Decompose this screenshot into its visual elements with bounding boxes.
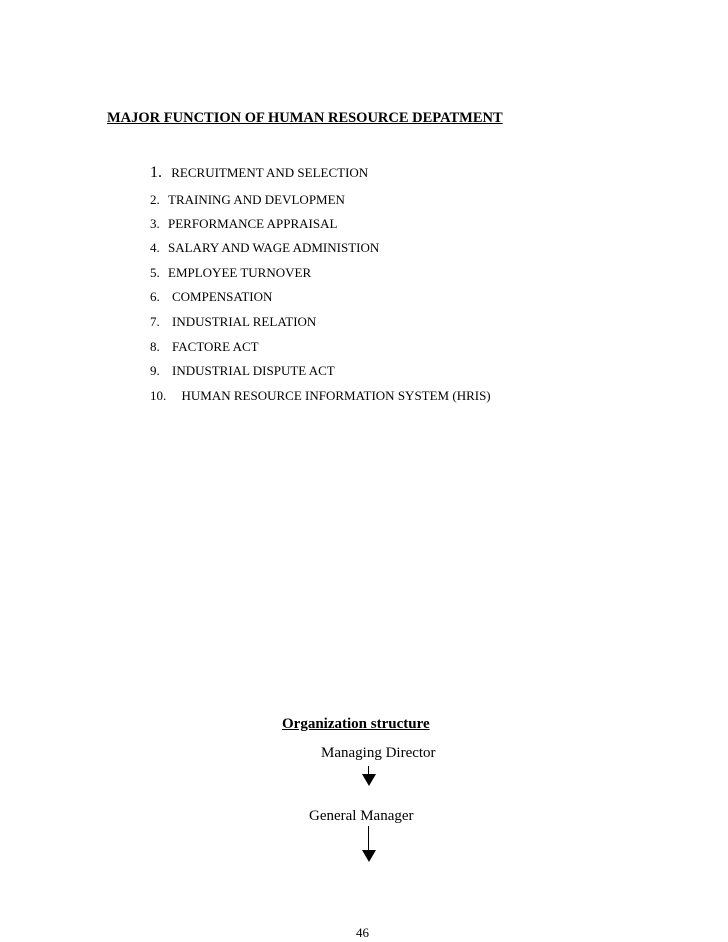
- list-item: [150, 265, 311, 281]
- list-item-number: 4.: [150, 240, 160, 255]
- list-item-label: PERFORMANCE APPRAISAL: [168, 216, 338, 231]
- list-item: [150, 240, 379, 256]
- list-item-label: COMPENSATION: [172, 289, 273, 304]
- list-item-label: TRAINING AND DEVLOPMEN: [168, 192, 345, 207]
- list-item: [150, 314, 316, 330]
- list-item-label: INDUSTRIAL RELATION: [172, 314, 317, 329]
- section-heading: MAJOR FUNCTION OF HUMAN RESOURCE DEPATMENT: [107, 110, 503, 126]
- list-item: [150, 289, 272, 305]
- list-item-number: 5.: [150, 265, 160, 280]
- list-item-label: HUMAN RESOURCE INFORMATION SYSTEM (HRIS): [181, 388, 491, 403]
- list-item: [150, 164, 368, 182]
- list-item: [150, 363, 335, 379]
- list-item-label: RECRUITMENT AND SELECTION: [171, 165, 369, 180]
- list-item-label: SALARY AND WAGE ADMINISTION: [168, 240, 380, 255]
- list-item-label: FACTORE ACT: [172, 339, 259, 354]
- list-item: [150, 339, 259, 355]
- list-item-number: 6.: [150, 289, 160, 304]
- page-number: 46: [356, 925, 369, 940]
- org-structure-title: Organization structure: [282, 716, 430, 732]
- list-item: [150, 216, 337, 232]
- down-arrow-icon: [362, 766, 376, 786]
- list-item-number: 2.: [150, 192, 160, 207]
- list-item-number: 9.: [150, 363, 160, 378]
- org-node-general-manager: General Manager: [309, 808, 414, 824]
- list-item-number: 8.: [150, 339, 160, 354]
- list-item: [150, 192, 345, 208]
- down-arrow-icon: [362, 826, 376, 862]
- list-item-number: 7.: [150, 314, 160, 329]
- list-item-label: EMPLOYEE TURNOVER: [168, 265, 312, 280]
- list-item: [150, 388, 491, 404]
- org-node-managing-director: Managing Director: [321, 745, 436, 761]
- arrow-head: [362, 850, 376, 862]
- list-item-number: 3.: [150, 216, 160, 231]
- arrow-shaft: [368, 826, 369, 852]
- arrow-head: [362, 774, 376, 786]
- list-item-number: 10.: [150, 388, 167, 403]
- list-item-label: INDUSTRIAL DISPUTE ACT: [172, 363, 335, 378]
- list-item-number: 1.: [150, 164, 162, 181]
